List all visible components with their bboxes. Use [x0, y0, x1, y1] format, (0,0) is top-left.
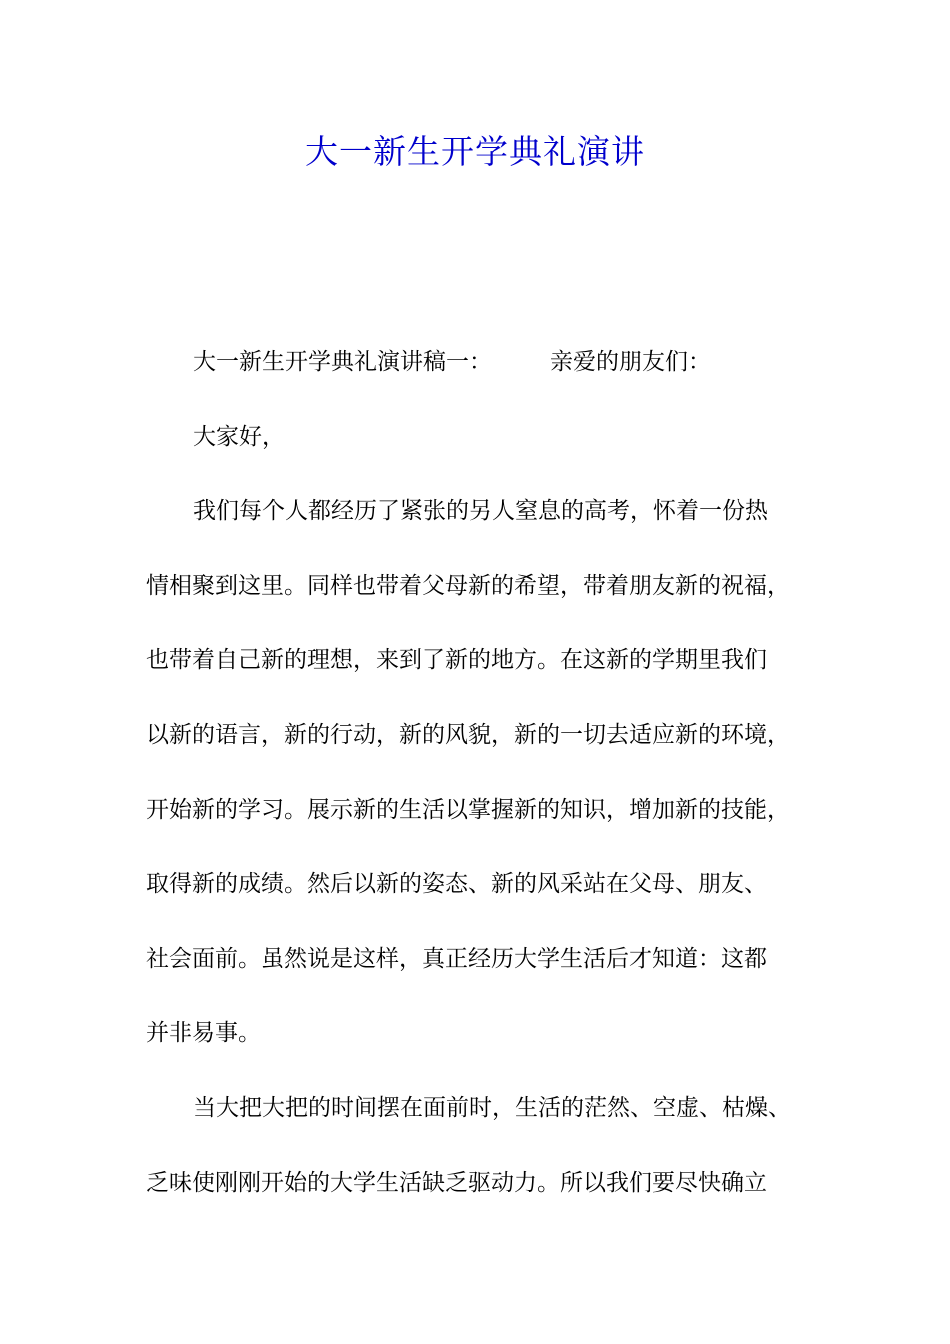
paragraph-line: 开始新的学习。展示新的生活以掌握新的知识，增加新的技能，	[146, 796, 790, 823]
document-title: 大一新生开学典礼演讲	[305, 132, 645, 171]
paragraph-line: 当大把大把的时间摆在面前时，生活的茫然、空虚、枯燥、	[193, 1094, 791, 1121]
paragraph-line: 以新的语言，新的行动，新的风貌，新的一切去适应新的环境，	[146, 721, 790, 748]
salutation: 亲爱的朋友们：	[550, 349, 711, 375]
paragraph-line: 情相聚到这里。同样也带着父母新的希望，带着朋友新的祝福，	[146, 572, 790, 599]
paragraph-line: 也带着自己新的理想，来到了新的地方。在这新的学期里我们	[146, 647, 767, 674]
paragraph-line	[146, 340, 826, 415]
document-body	[146, 340, 826, 1235]
paragraph-line: 并非易事。	[146, 1020, 261, 1047]
paragraph-line: 我们每个人都经历了紧张的另人窒息的高考，怀着一份热	[193, 498, 768, 525]
paragraph-line: 乏味使刚刚开始的大学生活缺乏驱动力。所以我们要尽快确立	[146, 1169, 767, 1196]
greeting-line: 大家好，	[193, 423, 285, 450]
paragraph-line: 社会面前。虽然说是这样，真正经历大学生活后才知道：这都	[146, 945, 767, 972]
speech-heading: 大一新生开学典礼演讲稿一：	[193, 349, 492, 375]
paragraph-line: 取得新的成绩。然后以新的姿态、新的风采站在父母、朋友、	[146, 871, 767, 898]
